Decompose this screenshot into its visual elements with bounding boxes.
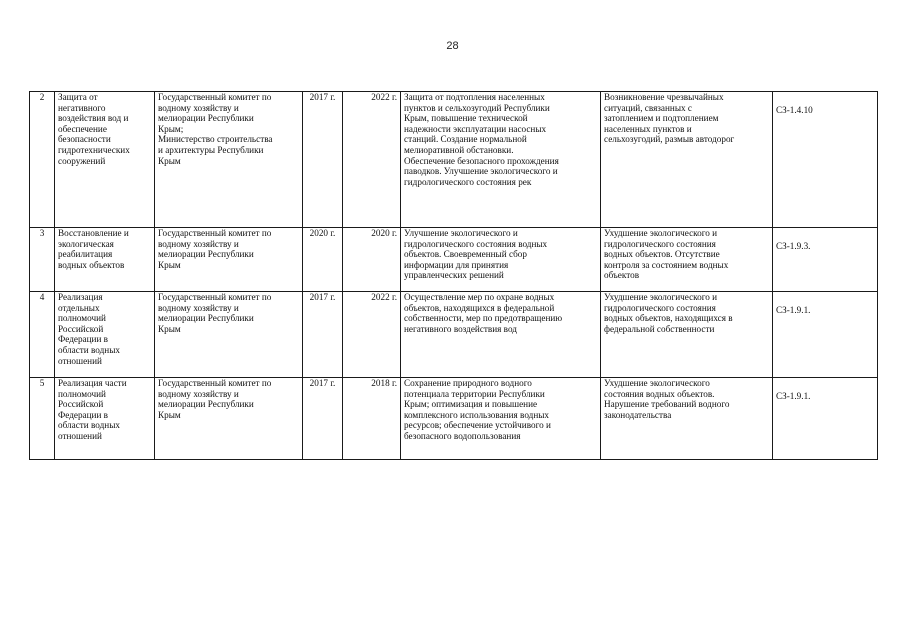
executor-cell — [155, 378, 303, 460]
start-year-cell — [303, 378, 343, 460]
start-year: 2020 г. — [309, 228, 336, 238]
measure-name: Реализация отдельных полномочий Российской Федерации в области водных отношений — [58, 292, 120, 366]
expected-result-cell — [401, 92, 601, 228]
indicator-code: СЗ-1.9.1. — [776, 391, 811, 401]
executor: Государственный комитет по водному хозяйству и мелиорации Республики Крым — [158, 378, 272, 420]
start-year: 2017 г. — [309, 92, 336, 102]
executor-cell — [155, 228, 303, 292]
indicator-code: СЗ-1.4.10 — [776, 105, 813, 115]
indicator-code-cell — [773, 378, 878, 460]
consequence-cell — [601, 378, 773, 460]
indicator-code: СЗ-1.9.1. — [776, 305, 811, 315]
row-number-cell — [30, 228, 55, 292]
end-year: 2022 г. — [371, 292, 397, 302]
expected-result: Улучшение экологического и гидрологического состояния водных объектов. Своевременный сбор информации для принятия управленческих решений — [404, 228, 548, 281]
consequence-cell — [601, 292, 773, 378]
executor-cell — [155, 292, 303, 378]
row-number: 2 — [39, 92, 45, 102]
row-number: 3 — [39, 228, 45, 238]
measure-name-cell — [55, 92, 155, 228]
measures-table — [29, 91, 878, 460]
row-number: 5 — [39, 378, 45, 388]
end-year-cell — [343, 378, 401, 460]
end-year: 2022 г. — [371, 92, 397, 102]
executor: Государственный комитет по водному хозяйству и мелиорации Республики Крым — [158, 292, 272, 334]
start-year-cell — [303, 292, 343, 378]
start-year-cell — [303, 228, 343, 292]
end-year-cell — [343, 292, 401, 378]
consequence: Ухудшение экологического и гидрологического состояния водных объектов, находящихся в федеральной собственности — [604, 292, 733, 334]
table-row — [30, 228, 878, 292]
end-year: 2018 г. — [371, 378, 397, 388]
consequence-cell — [601, 92, 773, 228]
consequence: Возникновение чрезвычайных ситуаций, связанных с затоплением и подтоплением населенных пунктов и сельхозугодий, размыв автодорог — [604, 92, 735, 145]
row-number-cell — [30, 292, 55, 378]
expected-result-cell — [401, 378, 601, 460]
consequence-cell — [601, 228, 773, 292]
executor: Государственный комитет по водному хозяйству и мелиорации Республики Крым — [158, 228, 272, 270]
start-year: 2017 г. — [309, 292, 336, 302]
executor: Государственный комитет по водному хозяйству и мелиорации Республики Крым; Министерство строительства и архитектуры Республики Крым — [158, 92, 273, 166]
measure-name-cell — [55, 228, 155, 292]
indicator-code-cell — [773, 292, 878, 378]
expected-result: Осуществление мер по охране водных объектов, находящихся в федеральной собственности, мер по предотвращению негативного воздействия вод — [404, 292, 563, 334]
row-number-cell — [30, 92, 55, 228]
executor-cell — [155, 92, 303, 228]
row-number: 4 — [39, 292, 45, 302]
table-row — [30, 378, 878, 460]
end-year: 2020 г. — [371, 228, 397, 238]
expected-result-cell — [401, 228, 601, 292]
measure-name: Реализация части полномочий Российской Федерации в области водных отношений — [58, 378, 127, 441]
expected-result-cell — [401, 292, 601, 378]
expected-result: Сохранение природного водного потенциала территории Республики Крым; оптимизация и повышение комплексного использования водных ресурсов; обеспечение устойчивого и безопасного водопользования — [404, 378, 551, 441]
start-year: 2017 г. — [309, 378, 336, 388]
consequence: Ухудшение экологического состояния водных объектов. Нарушение требований водного законодательства — [604, 378, 730, 420]
row-number-cell — [30, 378, 55, 460]
consequence: Ухудшение экологического и гидрологического состояния водных объектов. Отсутствие контроля за состоянием водных объектов — [604, 228, 729, 281]
expected-result: Защита от подтопления населенных пунктов и сельхозугодий Республики Крым, повышение технической надежности эксплуатации насосных станций. Создание нормальной мелиоративной обстановки. Обеспечение безопасного прохождения паводков. Улучшение экологического и гидрологического состояния рек — [404, 92, 559, 187]
end-year-cell — [343, 92, 401, 228]
measure-name-cell — [55, 378, 155, 460]
indicator-code: СЗ-1.9.3. — [776, 241, 811, 251]
start-year-cell — [303, 92, 343, 228]
measure-name-cell — [55, 292, 155, 378]
indicator-code-cell — [773, 228, 878, 292]
table-row — [30, 92, 878, 228]
table-row — [30, 292, 878, 378]
measure-name: Защита от негативного воздействия вод и обеспечение безопасности гидротехнических сооружений — [58, 92, 130, 166]
page-number: 28 — [446, 40, 459, 52]
indicator-code-cell — [773, 92, 878, 228]
end-year-cell — [343, 228, 401, 292]
measure-name: Восстановление и экологическая реабилитация водных объектов — [58, 228, 129, 270]
